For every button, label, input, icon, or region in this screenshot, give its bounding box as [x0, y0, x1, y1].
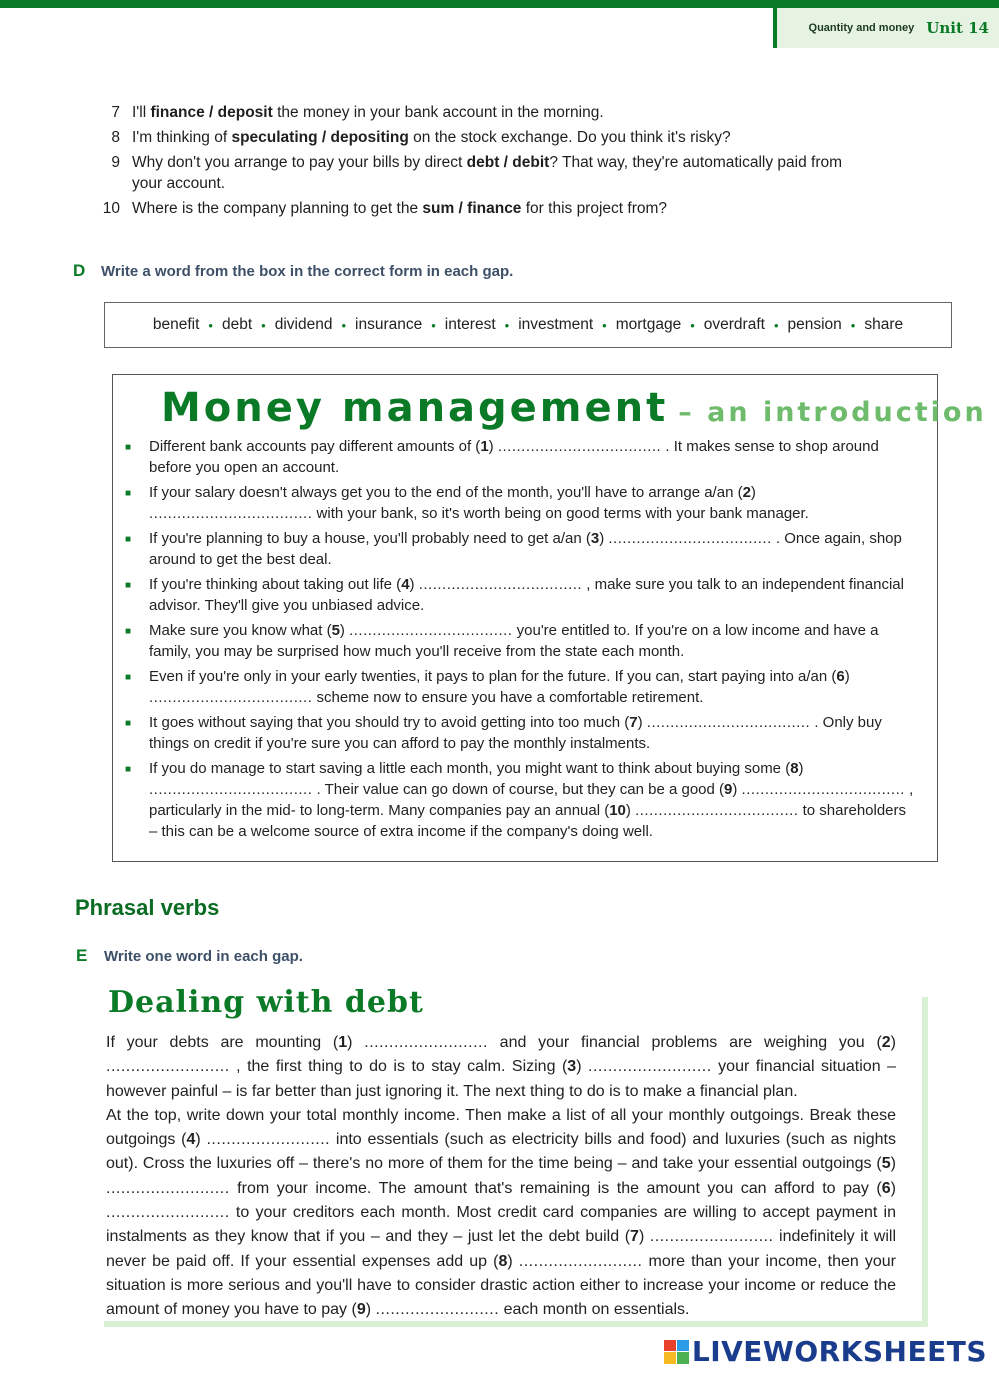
list-item: 7 I'll finance / deposit the money in your bank account in the morning.: [111, 104, 604, 121]
answer-gap[interactable]: ...................................: [149, 505, 313, 522]
section-letter: D: [73, 261, 86, 280]
answer-gap[interactable]: .........................: [649, 1228, 774, 1246]
phrasal-verbs-heading: Phrasal verbs: [75, 895, 220, 920]
list-item: 8 I'm thinking of speculating / depositing on the stock exchange. Do you think it's risky?: [111, 129, 731, 146]
money-management-box: [112, 374, 987, 862]
answer-gap[interactable]: ...................................: [646, 714, 811, 731]
section-instruction: Write a word from the box in the correct form in each gap.: [101, 263, 514, 280]
bullet-square-icon: ■: [125, 718, 132, 729]
liveworksheets-watermark: [664, 1335, 987, 1368]
header-subtitle: Quantity and money: [808, 22, 915, 34]
word-debt: debt: [221, 316, 253, 333]
unit-label: Unit 14: [926, 19, 989, 37]
word-overdraft: overdraft: [703, 316, 765, 333]
unit-header-tab: [773, 8, 999, 48]
bullet-square-icon: ■: [125, 488, 132, 499]
liveworksheets-logo-icon: [664, 1340, 688, 1364]
word-insurance: insurance: [355, 316, 423, 333]
list-item: ■ If your salary doesn't always get you to the end of the month, you'll have to arrange a/an (2) ................................... with your bank, so it's worth being on good terms with your bank manager.: [125, 484, 809, 522]
answer-gap[interactable]: .........................: [364, 1034, 488, 1051]
answer-gap[interactable]: ...................................: [349, 622, 513, 639]
bullet-square-icon: ■: [125, 442, 132, 453]
choice-option[interactable]: finance / deposit: [150, 104, 273, 121]
watermark-text: LIVEWORKSHEETS: [691, 1335, 987, 1368]
section-letter: E: [76, 946, 88, 965]
choice-option[interactable]: speculating / depositing: [231, 129, 409, 146]
bullet-square-icon: ■: [125, 626, 132, 637]
bullet-square-icon: ■: [125, 672, 132, 683]
word-investment: investment: [518, 316, 594, 333]
answer-gap[interactable]: ...................................: [608, 530, 772, 547]
top-green-bar: [0, 0, 999, 8]
list-item: ■ Make sure you know what (5) ................................... you're entitled to. If you're on a low income and have a family, you may be surprised how much you'll receive from the state each month.: [125, 622, 879, 660]
list-item: ■ Even if you're only in your early twenties, it pays to plan for the future. If you can, start paying into a/an (6) ................................... scheme now to ensure you have a comfortable retirement.: [125, 668, 850, 706]
list-item: 10 Where is the company planning to get the sum / finance for this project from?: [102, 200, 668, 217]
answer-gap[interactable]: .........................: [106, 1058, 230, 1076]
list-item: ■ Different bank accounts pay different amounts of (1) ................................... . It makes sense to shop around before you open an account.: [125, 438, 879, 476]
dealing-with-debt-title: Dealing with debt: [108, 985, 424, 1020]
answer-gap[interactable]: .........................: [518, 1252, 643, 1270]
word-benefit: benefit: [152, 316, 200, 333]
word-share: share: [864, 316, 904, 333]
bullet-square-icon: ■: [125, 534, 132, 545]
word-dividend: dividend: [274, 316, 333, 333]
word-interest: interest: [444, 316, 496, 333]
bullet-square-icon: ■: [125, 580, 132, 591]
answer-gap[interactable]: ...................................: [149, 781, 313, 798]
list-item: ■ If you're thinking about taking out life (4) ................................... , make sure you talk to an independent financial advisor. They'll give you unbiased advice.: [125, 576, 904, 614]
choice-option[interactable]: debt / debit: [466, 154, 550, 171]
dealing-with-debt-box: [104, 985, 928, 1327]
answer-gap[interactable]: .........................: [375, 1301, 500, 1319]
answer-gap[interactable]: ...................................: [149, 689, 313, 706]
answer-gap[interactable]: ...................................: [635, 802, 799, 819]
list-item: ■ If you do manage to start saving a little each month, you might want to think about buying some (8) ................................... . Their value can go down of course, but they can be a good (9) ................................... , particularly in the mid- to long-term. Many companies pay an annual (10) ................................... to shareholders – this can be a welcome source of extra income if the company's doing well.: [125, 760, 914, 840]
debt-passage: If your debts are mounting (1) ......................... and your financial problems are weighing you (2) ......................... , the first thing to do is to stay calm. Sizing (3) ......................... your financial situation – however painful – is far better than just ignoring it. The next thing to do is to make a financial plan. At the top, write down your total monthly income. Then make a list of all your monthly outgoings. Break these outgoings (4) ......................... into essentials (such as electricity bills and food) and luxuries (such as nights out). Cross the luxuries off – there's no more of them for the time being – and take your essential outgoings (5) ......................... from your income. The amount that's remaining is the amount you can afford to pay (6) ......................... to your creditors each month. Most credit card companies are willing to accept payment in instalments as they know that if you – and they – just let the debt build (7) ......................... indefinitely it will never be paid off. If your essential expenses add up (8) ......................... more than your income, then your situation is more serious and you'll have to consider drastic action either to increase your income or reduce the amount of money you have to pay (9) ......................... each month on essentials.: [106, 1034, 897, 1319]
answer-gap[interactable]: ...................................: [497, 438, 662, 455]
bullet-square-icon: ■: [125, 764, 132, 775]
answer-gap[interactable]: .........................: [588, 1058, 712, 1076]
word-pension: pension: [787, 316, 842, 333]
list-item: 9 Why don't you arrange to pay your bills by direct debt / debit? That way, they're automatically paid from your account.: [111, 154, 843, 192]
section-d-header: [73, 261, 513, 281]
word-mortgage: mortgage: [615, 316, 682, 333]
list-item: ■ If you're planning to buy a house, you'll probably need to get a/an (3) ................................... . Once again, shop around to get the best deal.: [125, 530, 902, 568]
section-e-header: [76, 946, 303, 966]
answer-gap[interactable]: .........................: [206, 1131, 331, 1149]
list-item: ■ It goes without saying that you should try to avoid getting into too much (7) ................................... . Only buy things on credit if you're sure you can afford to pay the monthly instalments.: [125, 714, 882, 752]
answer-gap[interactable]: ...................................: [418, 576, 583, 593]
answer-gap[interactable]: .........................: [106, 1179, 230, 1197]
answer-gap[interactable]: .........................: [106, 1204, 230, 1222]
answer-gap[interactable]: ...................................: [741, 781, 905, 798]
choice-option[interactable]: sum / finance: [422, 200, 522, 217]
money-bullets: [125, 436, 915, 846]
money-management-title: Money management – an introduction: [161, 385, 987, 431]
section-instruction: Write one word in each gap.: [104, 948, 303, 965]
word-box: benefit • debt • dividend • insurance • interest • investment • mortgage • overdraft • pension • share: [104, 302, 952, 348]
exercise-c-list: [88, 102, 848, 223]
